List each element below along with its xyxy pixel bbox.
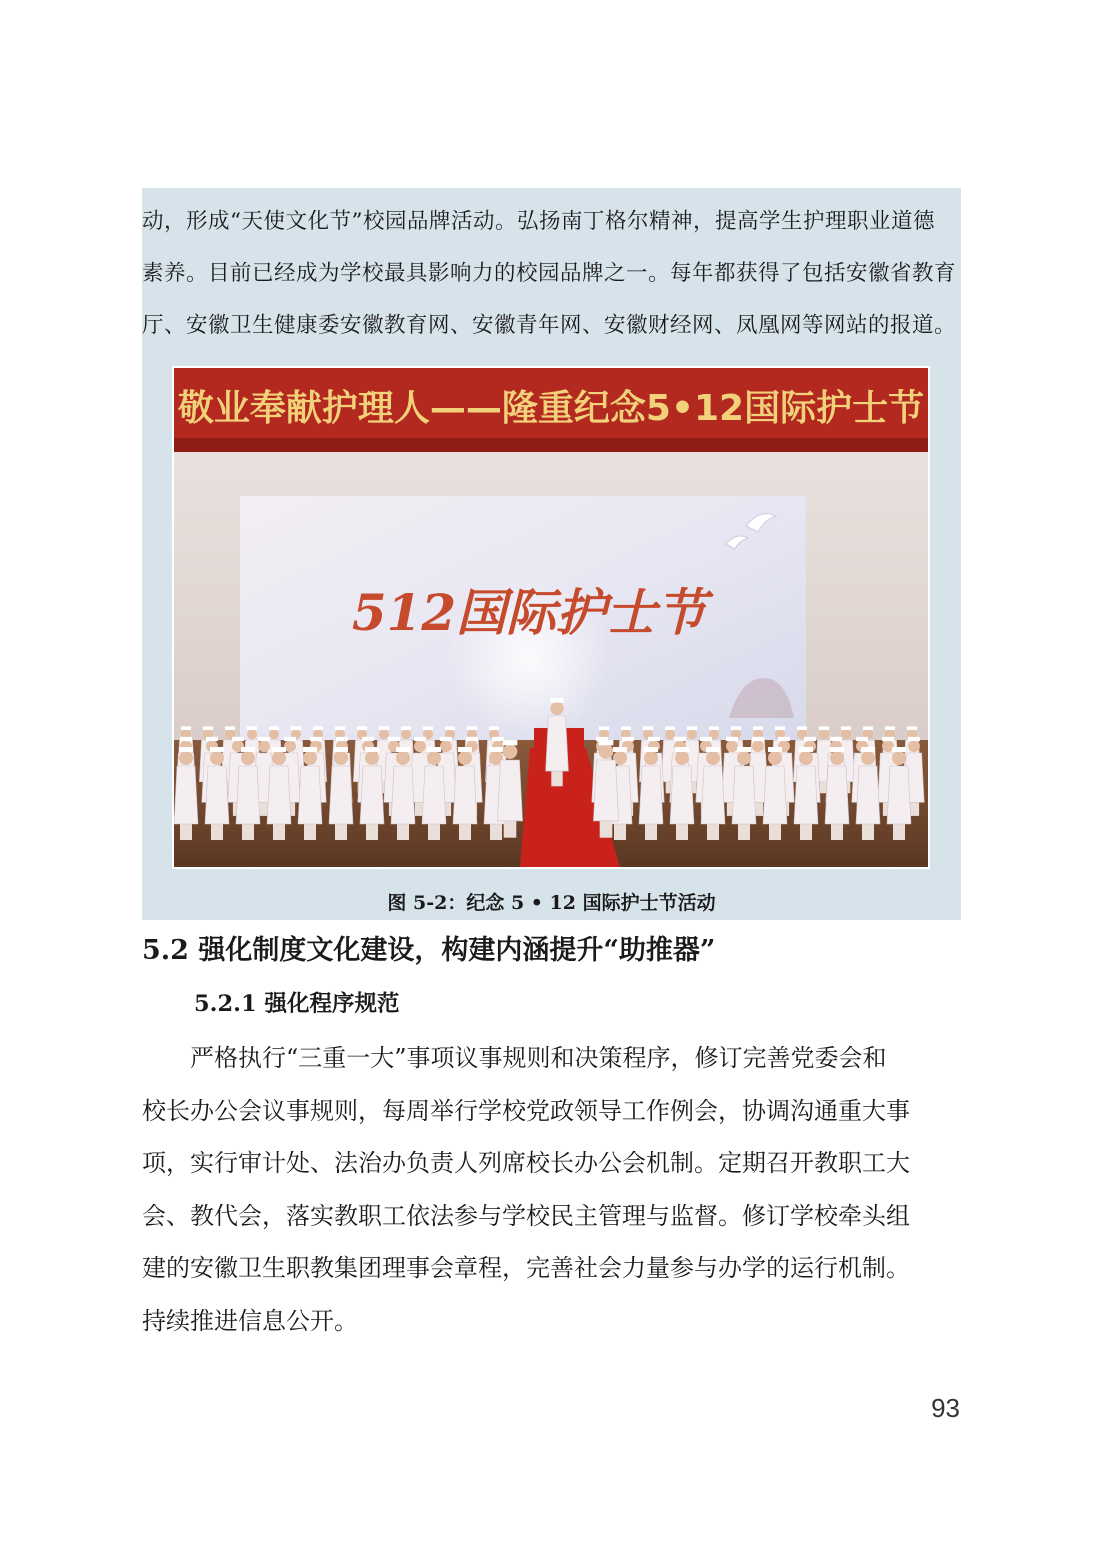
body-line: 校长办公会议事规则，每周举行学校党政领导工作例会，协调沟通重大事: [142, 1096, 910, 1125]
subsection-heading: 5.2.1 强化程序规范: [194, 991, 400, 1017]
body-line: 会、教代会，落实教职工依法参与学校民主管理与监督。修订学校牵头组: [142, 1201, 910, 1230]
body-line: 持续推进信息公开。: [142, 1306, 358, 1335]
page-number: 93: [931, 1393, 960, 1423]
intro-line: 素养。目前已经成为学校最具影响力的校园品牌之一。每年都获得了包括安徽省教育: [142, 261, 957, 286]
body-line: 建的安徽卫生职教集团理事会章程，完善社会力量参与办学的运行机制。: [142, 1254, 910, 1282]
body-line: 项，实行审计处、法治办负责人列席校长办公会机制。定期召开教职工大: [142, 1149, 910, 1177]
body-line: 严格执行“三重一大”事项议事规则和决策程序，修订完善党委会和: [190, 1044, 887, 1072]
intro-line: 厅、安徽卫生健康委安徽教育网、安徽青年网、安徽财经网、凤凰网等网站的报道。: [142, 313, 957, 338]
body-paragraph: [142, 1032, 961, 1347]
banner-text: 敬业奉献护理人——隆重纪念5•12国际护士节: [177, 388, 925, 429]
screen-title: 512国际护士节: [351, 583, 707, 642]
intro-paragraph: [142, 196, 961, 352]
intro-line: 动，形成“天使文化节”校园品牌活动。弘扬南丁格尔精神，提高学生护理职业道德: [142, 209, 935, 234]
section-heading: 5.2 强化制度文化建设，构建内涵提升“助推器”: [142, 935, 716, 966]
nurses-day-photo: [172, 366, 930, 869]
figure-caption: 图 5-2：纪念 5 • 12 国际护士节活动: [387, 892, 716, 914]
